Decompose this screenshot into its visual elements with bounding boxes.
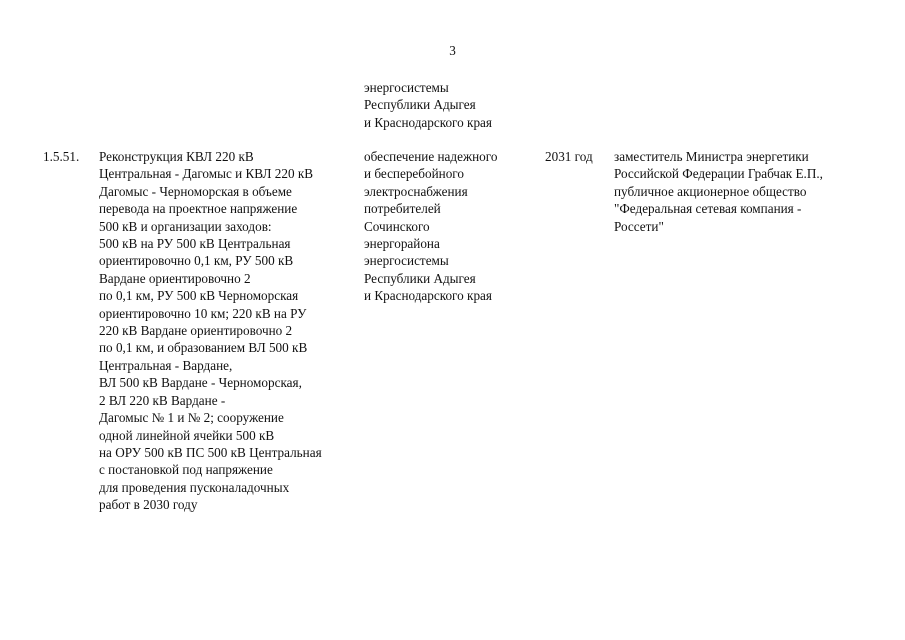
responsible-line: заместитель Министра энергетики — [614, 149, 809, 164]
description-line: Реконструкция КВЛ 220 кВ — [99, 149, 254, 164]
description-line: ВЛ 500 кВ Вардане - Черноморская, — [99, 375, 302, 391]
description-line: 220 кВ Вардане ориентировочно 2 — [99, 323, 293, 339]
purpose-line: потребителей — [364, 201, 441, 217]
responsible-line: Россети" — [614, 218, 664, 234]
description-line: Дагомыс № 1 и № 2; сооружение — [99, 410, 284, 426]
purpose-line: и Краснодарского края — [364, 114, 492, 130]
description-line: ориентировочно 10 км; 220 кВ на РУ — [99, 305, 307, 321]
responsible-party-cell — [614, 148, 823, 235]
description-line: ориентировочно 0,1 км, РУ 500 кВ — [99, 253, 294, 269]
purpose-line: и бесперебойного — [364, 166, 464, 182]
page-number: 3 — [449, 43, 456, 58]
purpose-line: и Краснодарского края — [364, 288, 492, 304]
completion-year: 2031 год — [545, 149, 593, 164]
purpose-line: электроснабжения — [364, 183, 468, 199]
responsible-line: Российской Федерации Грабчак Е.П., — [614, 166, 823, 182]
description-line: по 0,1 км, и образованием ВЛ 500 кВ — [99, 340, 308, 356]
description-line: 500 кВ и организации заходов: — [99, 218, 272, 234]
description-line: 500 кВ на РУ 500 кВ Центральная — [99, 236, 291, 252]
project-purpose-cell — [364, 148, 497, 305]
description-line: Дагомыс - Черноморская в объеме — [99, 183, 292, 199]
purpose-line: энергосистемы — [364, 253, 449, 269]
responsible-line: публичное акционерное общество — [614, 183, 807, 199]
description-line: для проведения пусконаладочных — [99, 479, 290, 495]
purpose-line: энергорайона — [364, 236, 440, 252]
purpose-line: Сочинского — [364, 218, 430, 234]
project-description-cell — [99, 148, 322, 514]
description-line: Центральная - Вардане, — [99, 357, 233, 373]
description-line: с постановкой под напряжение — [99, 462, 273, 478]
description-line: работ в 2030 году — [99, 497, 198, 513]
continued-purpose-cell — [364, 79, 492, 131]
description-line: на ОРУ 500 кВ ПС 500 кВ Центральная — [99, 444, 322, 460]
purpose-line: энергосистемы — [364, 80, 449, 95]
description-line: 2 ВЛ 220 кВ Вардане - — [99, 392, 226, 408]
description-line: перевода на проектное напряжение — [99, 201, 298, 217]
responsible-line: "Федеральная сетевая компания - — [614, 201, 802, 217]
description-line: Вардане ориентировочно 2 — [99, 270, 251, 286]
description-line: одной линейной ячейки 500 кВ — [99, 427, 275, 443]
description-line: по 0,1 км, РУ 500 кВ Черноморская — [99, 288, 299, 304]
purpose-line: обеспечение надежного — [364, 149, 498, 164]
purpose-line: Республики Адыгея — [364, 97, 476, 113]
purpose-line: Республики Адыгея — [364, 270, 476, 286]
description-line: Центральная - Дагомыс и КВЛ 220 кВ — [99, 166, 314, 182]
row-number: 1.5.51. — [43, 149, 80, 164]
